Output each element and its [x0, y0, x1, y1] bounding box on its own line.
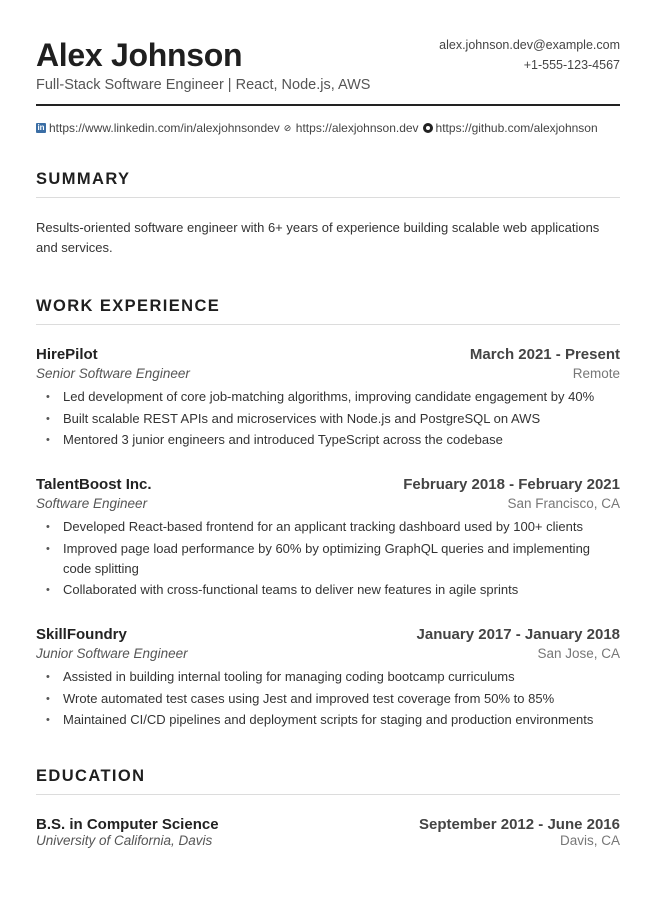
job-company: HirePilot: [36, 346, 98, 363]
job-bullets: [36, 517, 620, 600]
experience-divider: [36, 324, 620, 325]
job-entry: [36, 346, 620, 450]
linkedin-url[interactable]: https://www.linkedin.com/in/alexjohnsondev: [49, 121, 280, 135]
job-bullet: • Improved page load performance by 60% by optimizing GraphQL queries and implementing code splitting: [36, 539, 620, 579]
experience-section: [36, 296, 620, 730]
education-location: Davis, CA: [559, 833, 620, 848]
experience-heading: WORK EXPERIENCE: [36, 297, 221, 315]
resume-header: [36, 0, 620, 104]
education-school: University of California, Davis: [36, 833, 213, 848]
job-bullets: [36, 387, 620, 450]
linkedin-icon: in: [37, 123, 45, 132]
job-company: TalentBoost Inc.: [36, 476, 152, 493]
github-url[interactable]: https://github.com/alexjohnson: [435, 121, 598, 135]
job-role: Junior Software Engineer: [36, 646, 188, 661]
job-bullet: • Mentored 3 junior engineers and introduced TypeScript across the codebase: [36, 430, 620, 450]
phone-text[interactable]: +1-555-123-4567: [523, 58, 620, 72]
job-bullet: • Assisted in building internal tooling for managing coding bootcamp curriculums: [36, 667, 620, 687]
github-link[interactable]: [423, 121, 598, 135]
contact-block: [439, 35, 620, 75]
summary-section: [36, 169, 620, 258]
education-section: [36, 766, 620, 848]
job-dates: March 2021 - Present: [469, 346, 620, 363]
job-location: San Jose, CA: [537, 646, 620, 661]
summary-heading: SUMMARY: [36, 170, 131, 188]
job-bullet: • Maintained CI/CD pipelines and deployment scripts for staging and production environments: [36, 710, 620, 730]
job-company: SkillFoundry: [36, 626, 127, 643]
header-divider: [36, 104, 620, 106]
job-entry: [36, 626, 620, 730]
job-bullet: • Wrote automated test cases using Jest and improved test coverage from 50% to 85%: [36, 689, 620, 709]
job-location: San Francisco, CA: [507, 496, 620, 511]
email-text[interactable]: alex.johnson.dev@example.com: [439, 38, 620, 52]
job-bullet: • Developed React-based frontend for an applicant tracking dashboard used by 100+ clients: [36, 517, 620, 537]
education-heading: EDUCATION: [36, 767, 146, 785]
summary-text: Results-oriented software engineer with 6+ years of experience building scalable web applications and services.: [36, 220, 600, 255]
education-divider: [36, 794, 620, 795]
job-bullet: • Collaborated with cross-functional teams to deliver new features in agile sprints: [36, 580, 620, 600]
website-link[interactable]: [284, 121, 419, 135]
website-icon: ⊘: [283, 122, 292, 133]
education-degree: B.S. in Computer Science: [36, 816, 219, 833]
website-url[interactable]: https://alexjohnson.dev: [295, 121, 419, 135]
job-dates: January 2017 - January 2018: [416, 626, 620, 643]
candidate-name: Alex Johnson: [36, 37, 243, 73]
job-role: Software Engineer: [36, 496, 148, 511]
education-dates: September 2012 - June 2016: [419, 816, 620, 833]
job-bullets: [36, 667, 620, 730]
candidate-headline: Full-Stack Software Engineer | React, Node.js, AWS: [36, 77, 371, 93]
github-icon: [423, 123, 433, 133]
summary-divider: [36, 197, 620, 198]
job-dates: February 2018 - February 2021: [403, 476, 620, 493]
education-entry: [36, 816, 620, 848]
job-entry: [36, 476, 620, 600]
job-role: Senior Software Engineer: [36, 366, 190, 381]
job-bullet: • Built scalable REST APIs and microservices with Node.js and PostgreSQL on AWS: [36, 409, 620, 429]
job-bullet: • Led development of core job-matching algorithms, improving candidate engagement by 40%: [36, 387, 620, 407]
job-location: Remote: [572, 366, 620, 381]
linkedin-link[interactable]: [36, 121, 280, 135]
profile-links: [36, 120, 620, 136]
